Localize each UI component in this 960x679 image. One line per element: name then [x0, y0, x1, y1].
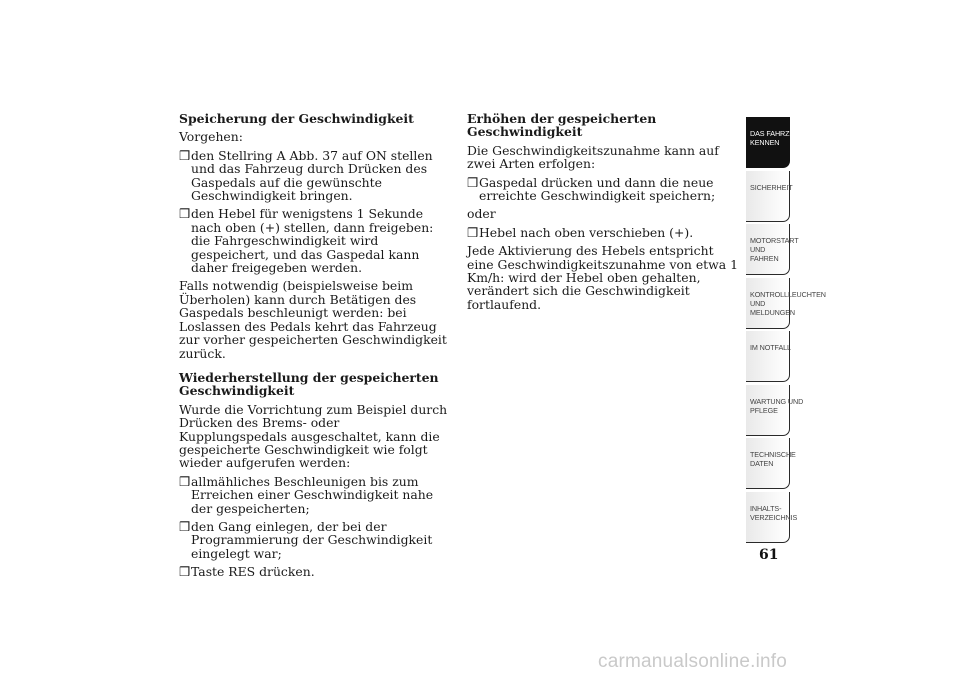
list-item: ❒ Gaspedal drücken und dann die neue erreichte Geschwindigkeit speichern; — [467, 174, 716, 204]
heading-erhoehen: Erhöhen der gespeicherten Geschwindigkeit — [467, 111, 657, 140]
paragraph-arten: Die Geschwindigkeitszunahme kann auf zwei Arten erfolgen: — [467, 142, 719, 172]
heading-wiederherstellung: Wiederherstellung der gespeicherten Geschwindigkeit — [179, 369, 439, 399]
bullet-icon: ❒ — [467, 224, 479, 240]
tab-das-fahrzeug-kennen[interactable]: DAS FAHRZEUG KENNEN — [746, 117, 790, 168]
right-column — [467, 112, 739, 316]
chapter-tabs — [746, 117, 826, 545]
tab-im-notfall[interactable]: IM NOTFALL — [746, 331, 790, 382]
list-item: ❒ Hebel nach oben verschieben (+). — [467, 224, 694, 240]
tab-wartung-und-pflege[interactable]: WARTUNG UND PFLEGE — [746, 385, 790, 436]
list-item: ❒ Taste RES drücken. — [179, 564, 315, 580]
paragraph-ueberholen: Falls notwendig (beispielsweise beim Überholen) kann durch Betätigen des Gaspedals beschleunigt werden: bei Loslassen des Pedals kehrt das Fahrzeug zur vorher gespeicherten Geschwindigkeit zurück. — [179, 278, 447, 361]
paragraph-vorgehen: Vorgehen: — [179, 129, 243, 145]
paragraph-oder: oder — [467, 206, 496, 222]
tab-sicherheit[interactable]: SICHERHEIT — [746, 171, 790, 222]
bullet-icon: ❒ — [179, 206, 191, 222]
left-column — [179, 112, 451, 584]
bullet-icon: ❒ — [179, 473, 191, 489]
list-item: ❒ den Gang einlegen, der bei der Programmierung der Geschwindigkeit eingelegt war; — [179, 518, 433, 561]
heading-speicherung: Speicherung der Geschwindigkeit — [179, 111, 414, 126]
page-number: 61 — [759, 547, 779, 563]
bullet-icon: ❒ — [467, 174, 479, 190]
paragraph-aktivierung: Jede Aktivierung des Hebels entspricht eine Geschwindigkeitszunahme von etwa 1 Km/h: wird der Hebel oben gehalten, verändert sich die Geschwindigkeit fortlaufend. — [467, 243, 738, 312]
tab-inhaltsverzeichnis[interactable]: INHALTS- VERZEICHNIS — [746, 492, 790, 543]
bullet-icon: ❒ — [179, 564, 191, 580]
paragraph-wiederherstellung: Wurde die Vorrichtung zum Beispiel durch Drücken des Brems- oder Kupplungspedals ausgeschaltet, kann die gespeicherte Geschwindigkeit wie folgt wieder aufgerufen werden: — [179, 401, 448, 471]
tab-kontrollleuchten[interactable]: KONTROLLLEUCHTEN UND MELDUNGEN — [746, 278, 790, 329]
list-item: ❒ den Hebel für wenigstens 1 Sekunde nach oben (+) stellen, dann freigeben: die Fahrgeschwindigkeit wird gespeichert, und das Gaspedal kann daher freigegeben werden. — [179, 206, 434, 276]
watermark: carmanualsonline.info — [598, 651, 788, 672]
bullet-icon: ❒ — [179, 518, 191, 534]
tab-technische-daten[interactable]: TECHNISCHE DATEN — [746, 438, 790, 489]
bullet-icon: ❒ — [179, 147, 191, 163]
tab-motorstart-und-fahren[interactable]: MOTORSTART UND FAHREN — [746, 224, 790, 275]
list-item: ❒ allmähliches Beschleunigen bis zum Erreichen einer Geschwindigkeit nahe der gespeicherten; — [179, 473, 434, 516]
list-item: ❒ den Stellring A Abb. 37 auf ON stellen und das Fahrzeug durch Drücken des Gaspedals auf die gewünschte Geschwindigkeit bringen. — [179, 147, 433, 204]
